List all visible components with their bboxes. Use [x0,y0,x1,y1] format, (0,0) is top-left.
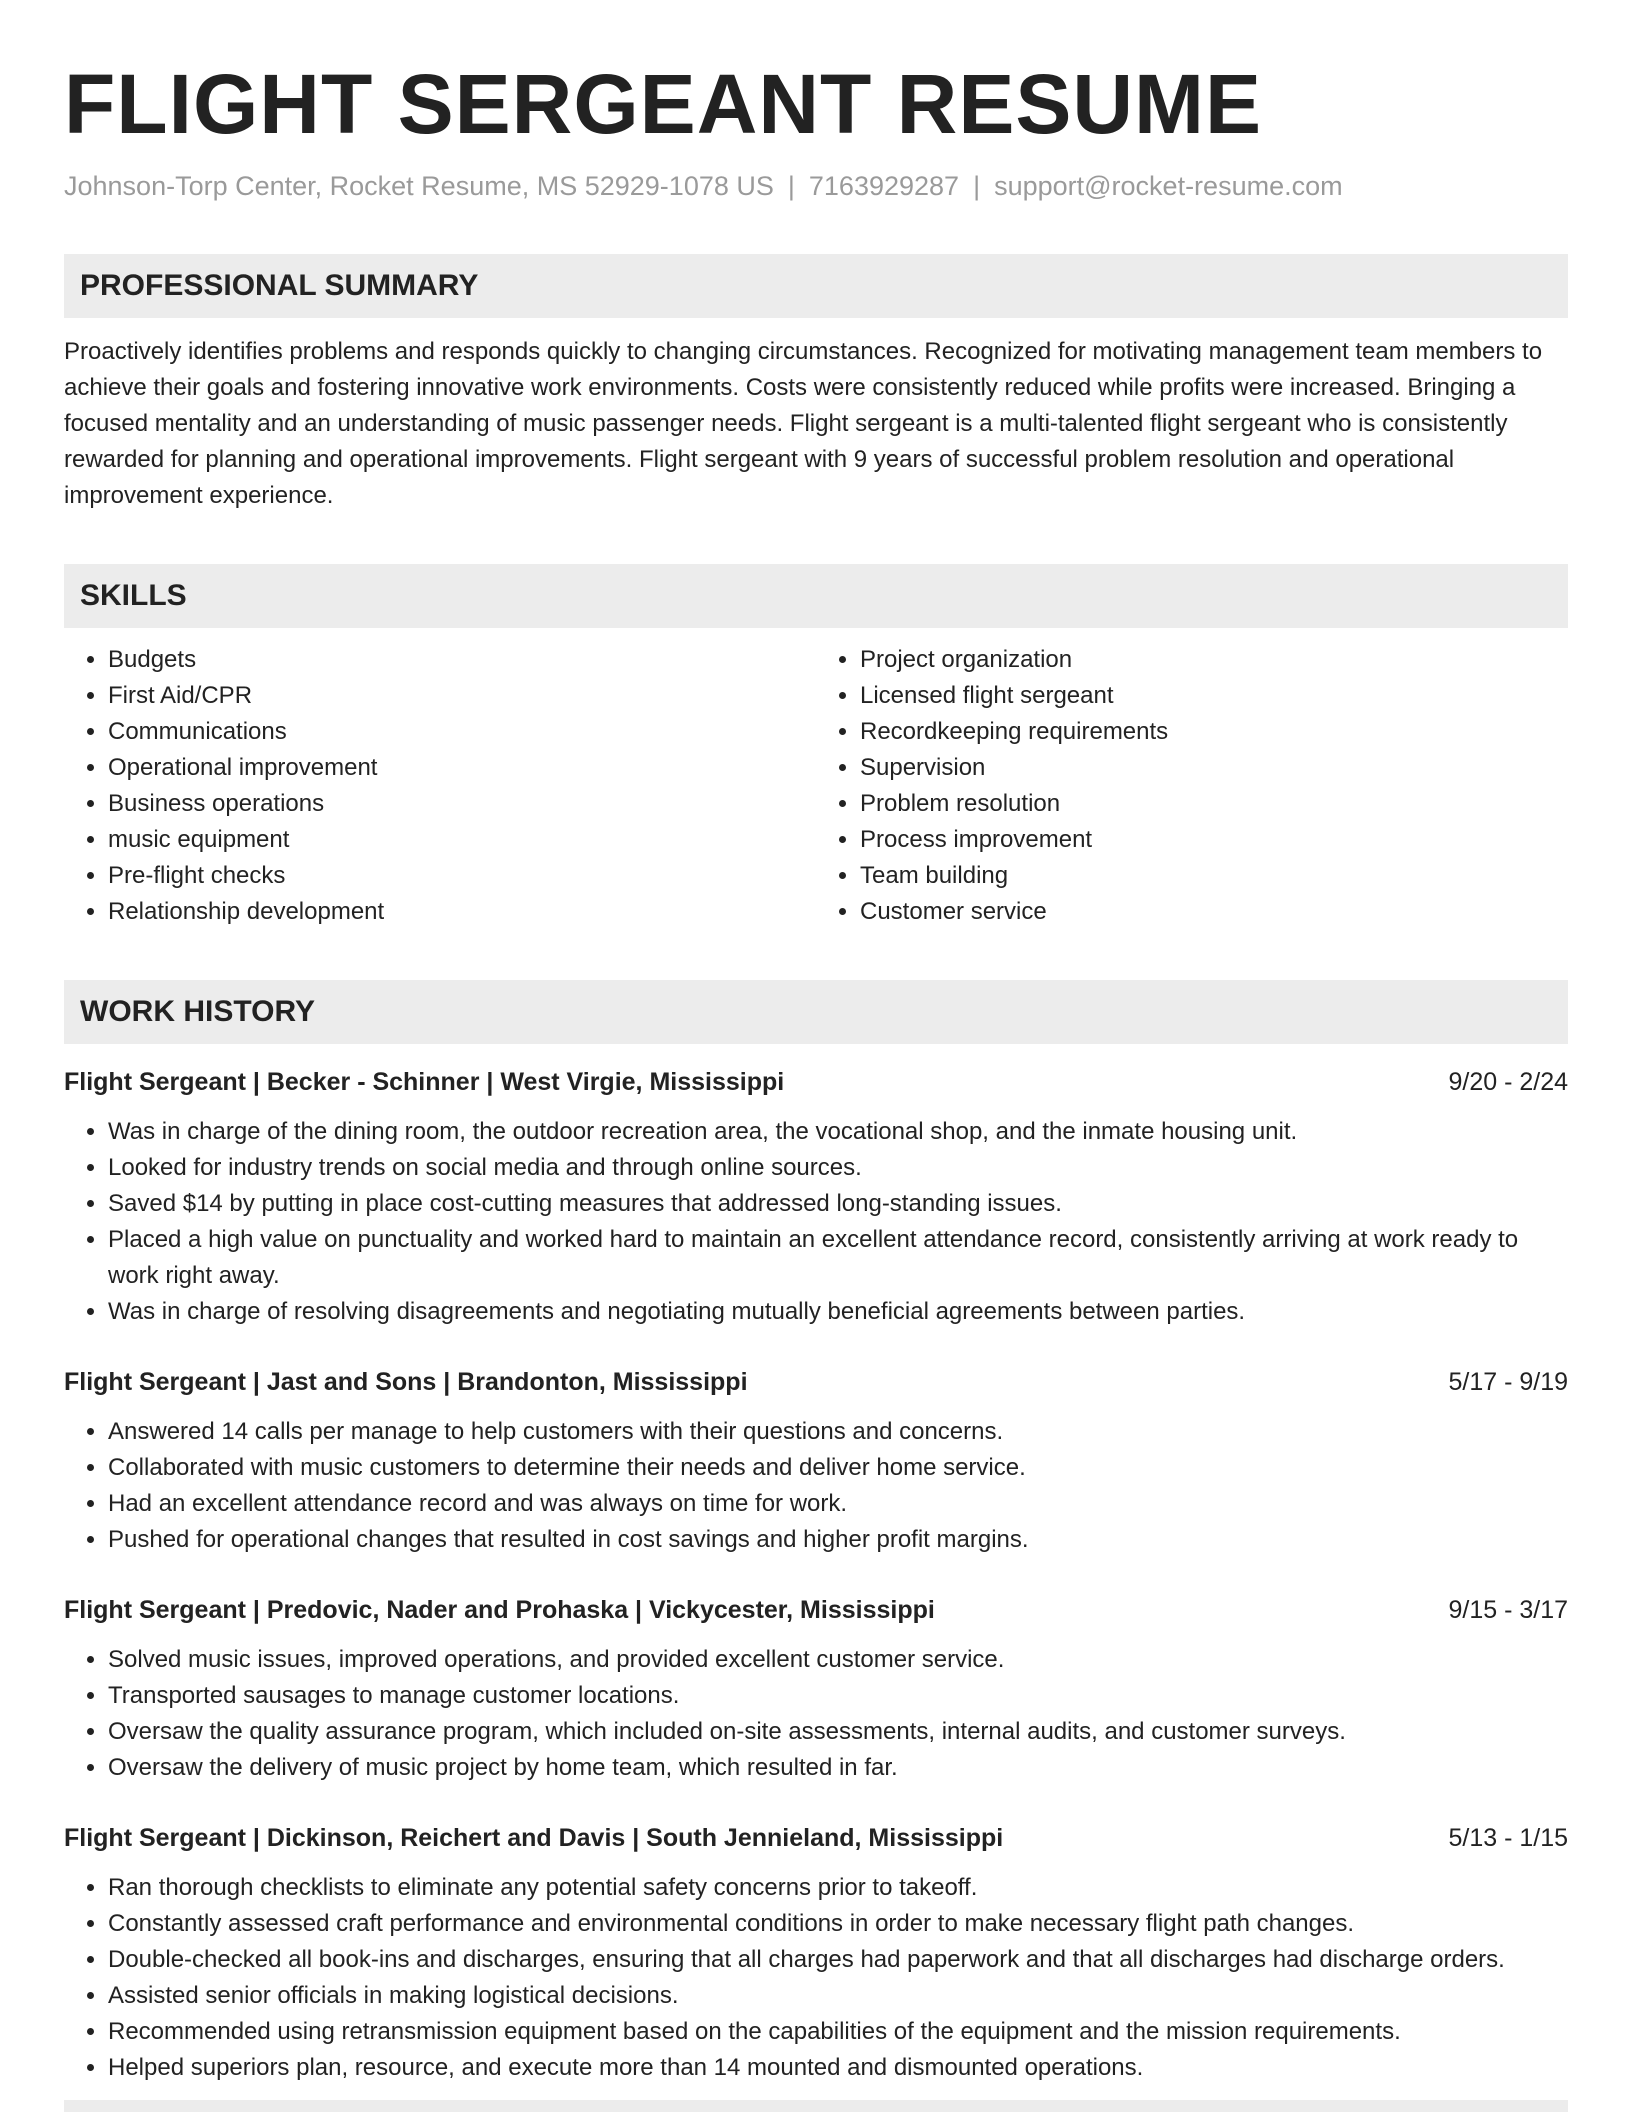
skills-column-right [816,642,1568,930]
job-bullet: • Placed a high value on punctuality and worked hard to maintain an excellent attendance record, consistently arriving at work ready to work right away. [108,1222,1568,1294]
job-dates: 5/13 - 1/15 [1448,1824,1568,1852]
resume-title: FLIGHT SERGEANT RESUME [64,57,1263,151]
job-header [64,1064,1568,1100]
summary-text: Proactively identifies problems and responds quickly to changing circumstances. Recognized for motivating management team members to achieve their goals and fostering innovative work environments. Costs were consistently reduced while profits were increased. Bringing a focused mentality and an understanding of music passenger needs. Flight sergeant is a multi-talented flight sergeant who is consistently rewarded for planning and operational improvements. Flight sergeant with 9 years of successful problem resolution and operational improvement experience. [64,338,1543,509]
job-bullet: • Answered 14 calls per manage to help customers with their questions and concerns. [108,1414,1568,1450]
job-header [64,1364,1568,1400]
skill-item: • Licensed flight sergeant [860,678,1568,714]
job-header [64,1820,1568,1856]
skill-item: • Team building [860,858,1568,894]
job-entry [64,1364,1568,1558]
job-bullet: • Was in charge of resolving disagreements and negotiating mutually beneficial agreements between parties. [108,1294,1568,1330]
summary-heading: PROFESSIONAL SUMMARY [64,254,1568,318]
skill-item: • Recordkeeping requirements [860,714,1568,750]
skills-heading: SKILLS [64,564,1568,628]
skill-item: • Operational improvement [108,750,816,786]
skills-list [64,642,1568,930]
job-bullet: • Recommended using retransmission equipment based on the capabilities of the equipment and the mission requirements. [108,2014,1568,2050]
skill-item: • music equipment [108,822,816,858]
skill-item: • Pre-flight checks [108,858,816,894]
job-title: Flight Sergeant | Dickinson, Reichert and Davis | South Jennieland, Mississippi [64,1824,1004,1852]
job-bullet: • Oversaw the delivery of music project by home team, which resulted in far. [108,1750,1568,1786]
job-bullet: • Solved music issues, improved operations, and provided excellent customer service. [108,1642,1568,1678]
job-title: Flight Sergeant | Becker - Schinner | West Virgie, Mississippi [64,1068,785,1096]
skill-item: • Project organization [860,642,1568,678]
job-dates: 9/15 - 3/17 [1448,1596,1568,1624]
skill-item: • First Aid/CPR [108,678,816,714]
job-entry [64,1820,1568,2086]
contact-email: support@rocket-resume.com [994,171,1343,201]
job-bullet: • Constantly assessed craft performance and environmental conditions in order to make necessary flight path changes. [108,1906,1568,1942]
job-header [64,1592,1568,1628]
work-history-heading: WORK HISTORY [64,980,1568,1044]
job-bullet: • Saved $14 by putting in place cost-cutting measures that addressed long-standing issues. [108,1186,1568,1222]
job-bullet: • Had an excellent attendance record and was always on time for work. [108,1486,1568,1522]
skill-item: • Supervision [860,750,1568,786]
skill-item: • Communications [108,714,816,750]
job-title: Flight Sergeant | Predovic, Nader and Prohaska | Vickycester, Mississippi [64,1596,935,1624]
skill-item: • Business operations [108,786,816,822]
skills-column-left [64,642,816,930]
job-bullets [64,1642,1568,1786]
work-history-list [64,1064,1568,2086]
job-entry [64,1592,1568,1786]
job-bullet: • Transported sausages to manage customer locations. [108,1678,1568,1714]
skill-item: • Problem resolution [860,786,1568,822]
skill-item: • Relationship development [108,894,816,930]
skill-item: • Budgets [108,642,816,678]
job-bullet: • Double-checked all book-ins and discharges, ensuring that all charges had paperwork and that all discharges had discharge orders. [108,1942,1568,1978]
job-dates: 9/20 - 2/24 [1448,1068,1568,1096]
job-bullet: • Was in charge of the dining room, the outdoor recreation area, the vocational shop, and the inmate housing unit. [108,1114,1568,1150]
contact-address: Johnson-Torp Center, Rocket Resume, MS 52929-1078 US [64,171,774,201]
job-bullets [64,1114,1568,1330]
contact-line [64,168,1568,204]
job-bullets [64,1870,1568,2086]
job-bullet: • Ran thorough checklists to eliminate any potential safety concerns prior to takeoff. [108,1870,1568,1906]
skill-item: • Process improvement [860,822,1568,858]
job-dates: 5/17 - 9/19 [1448,1368,1568,1396]
job-bullets [64,1414,1568,1558]
contact-separator: | [973,171,981,201]
contact-phone: 7163929287 [808,171,960,201]
job-bullet: • Looked for industry trends on social media and through online sources. [108,1150,1568,1186]
job-bullet: • Collaborated with music customers to determine their needs and deliver home service. [108,1450,1568,1486]
next-section-bar [64,2100,1568,2112]
job-bullet: • Pushed for operational changes that resulted in cost savings and higher profit margins. [108,1522,1568,1558]
job-entry [64,1064,1568,1330]
job-bullet: • Oversaw the quality assurance program, which included on-site assessments, internal audits, and customer surveys. [108,1714,1568,1750]
job-bullet: • Helped superiors plan, resource, and execute more than 14 mounted and dismounted operations. [108,2050,1568,2086]
job-bullet: • Assisted senior officials in making logistical decisions. [108,1978,1568,2014]
job-title: Flight Sergeant | Jast and Sons | Brandonton, Mississippi [64,1368,748,1396]
contact-separator: | [787,171,795,201]
skill-item: • Customer service [860,894,1568,930]
